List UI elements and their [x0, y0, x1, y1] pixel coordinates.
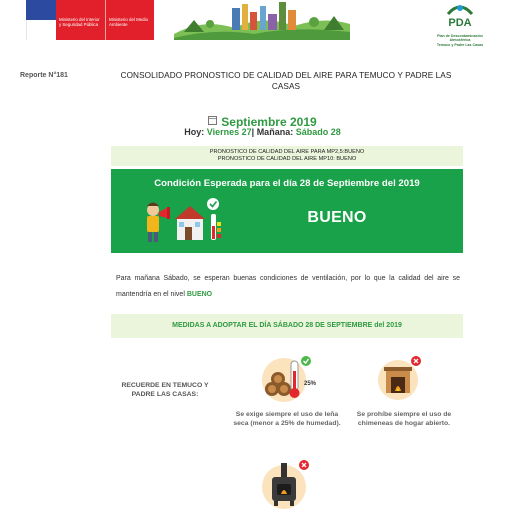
tomorrow-label: Mañana: — [256, 127, 294, 137]
document-title: CONSOLIDADO PRONOSTICO DE CALIDAD DEL AIRE PARA TEMUCO Y PADRE LAS CASAS — [120, 71, 452, 91]
measures-title: MEDIDAS A ADOPTAR EL DÍA SÁBADO 28 DE SEPTIEMBRE del 2019 — [111, 314, 463, 338]
measure-text-fireplace: Se prohíbe siempre el uso de chimeneas de hogar abierto. — [356, 411, 452, 427]
ministry-interior-label: Ministerio del Interior y Seguridad Pública — [56, 0, 105, 40]
paragraph-text: Para mañana Sábado, se esperan buenas condiciones de ventilación, por lo que la calidad del aire se mantendría en el nivel — [116, 275, 460, 298]
condition-box — [111, 169, 463, 253]
pda-logo-icon — [440, 2, 480, 28]
government-logo — [26, 0, 154, 40]
page-header — [0, 0, 525, 58]
day-separator: | — [251, 127, 255, 137]
pda-subtitle-2: Temuco y Padre Las Casas — [436, 43, 484, 47]
pda-subtitle-1: Plan de Descontaminación Atmosférica — [437, 34, 483, 42]
condition-title: Condición Esperada para el día 28 de Septiembre del 2019 — [154, 178, 420, 189]
megaphone-man-house-illustration — [143, 194, 225, 244]
calendar-icon — [208, 116, 217, 125]
forecast-paragraph — [116, 271, 460, 303]
days-row — [0, 127, 525, 137]
forecast-mp10: PRONOSTICO DE CALIDAD DEL AIRE MP10: BUENO — [217, 156, 357, 162]
today-value: Viernes 27 — [206, 127, 252, 137]
stove-prohibited-icon — [262, 457, 312, 509]
tomorrow-value: Sábado 28 — [295, 127, 341, 137]
chile-flag-icon — [26, 0, 56, 40]
firewood-thermometer-check-icon — [258, 355, 317, 403]
pda-abbr: PDA — [448, 17, 472, 29]
fireplace-prohibited-icon — [378, 355, 424, 403]
pda-logo — [434, 2, 486, 50]
report-number: Reporte N°181 — [20, 72, 68, 79]
ministry-environment-label: Ministerio del Medio Ambiente — [105, 0, 154, 40]
remember-label: RECUERDE EN TEMUCO Y PADRE LAS CASAS: — [121, 382, 209, 398]
month-title: Septiembre 2019 — [221, 114, 317, 129]
condition-status: BUENO — [307, 209, 367, 226]
today-label: Hoy: — [184, 127, 205, 137]
measure-text-firewood: Se exige siempre el uso de leña seca (menor a 25% de humedad). — [233, 411, 341, 427]
forecast-mp25: PRONOSTICO DE CALIDAD DEL AIRE PARA MP2,5:BUENO — [209, 149, 365, 155]
humidity-percent-label: 25% — [304, 381, 317, 387]
paragraph-level: BUENO — [186, 291, 213, 298]
city-landscape-illustration — [174, 0, 350, 40]
forecast-box — [111, 146, 463, 166]
